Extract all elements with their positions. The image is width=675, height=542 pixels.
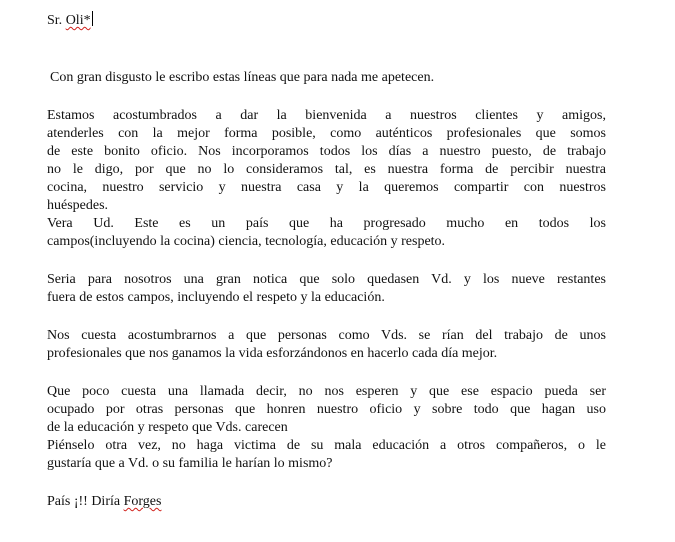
paragraph-4-line-1: Nos cuesta acostumbrarnos a que personas como Vds. se rían del trabajo de unos bbox=[47, 328, 606, 343]
paragraph-1-line-5: cocina, nuestro servicio y nuestra casa y la queremos compartir con nuestros bbox=[47, 180, 606, 195]
paragraph-2-line-2: campos(incluyendo la cocina) ciencia, tecnología, educación y respeto. bbox=[47, 234, 446, 249]
paragraph-1-line-4: no le digo, por que no lo consideramos tal, es nuestra forma de percibir nuestra bbox=[47, 162, 606, 177]
paragraph-3-line-2: fuera de estos campos, incluyendo el respeto y la educación. bbox=[47, 290, 385, 305]
salutation-prefix: Sr. bbox=[47, 13, 63, 28]
closing-prefix: País ¡!! Diría bbox=[47, 494, 121, 509]
paragraph-1-line-1: Estamos acostumbrados a dar la bienvenida a nuestros clientes y amigos, bbox=[47, 108, 606, 123]
intro-line: Con gran disgusto le escribo estas líneas que para nada me apetecen. bbox=[50, 70, 435, 85]
salutation-name: Oli* bbox=[65, 13, 91, 28]
paragraph-1-line-3: de este bonito oficio. Nos incorporamos todos los días a nuestro puesto, de trabajo bbox=[47, 144, 606, 159]
paragraph-1-line-6: huéspedes. bbox=[47, 198, 109, 213]
closing-line bbox=[47, 493, 161, 511]
paragraph-5-line-2: ocupado por otras personas que honren nuestro oficio y sobre todo que hagan uso bbox=[47, 402, 606, 417]
paragraph-5-line-3: de la educación y respeto que Vds. carecen bbox=[47, 420, 288, 435]
paragraph-1-line-2: atenderles con la mejor forma posible, como auténticos profesionales que somos bbox=[47, 126, 606, 141]
text-cursor bbox=[92, 11, 93, 26]
paragraph-6-line-2: gustaría que a Vd. o su familia le harían lo mismo? bbox=[47, 456, 333, 471]
paragraph-6-line-1: Piénselo otra vez, no haga victima de su mala educación a otros compañeros, o le bbox=[47, 438, 606, 453]
paragraph-2-line-1: Vera Ud. Este es un país que ha progresado mucho en todos los bbox=[47, 216, 606, 231]
closing-name: Forges bbox=[123, 494, 162, 509]
paragraph-3-line-1: Seria para nosotros una gran notica que solo quedasen Vd. y los nueve restantes bbox=[47, 272, 606, 287]
salutation-line bbox=[47, 11, 93, 29]
paragraph-5-line-1: Que poco cuesta una llamada decir, no nos esperen y que ese espacio pueda ser bbox=[47, 384, 606, 399]
paragraph-4-line-2: profesionales que nos ganamos la vida esforzándonos en hacerlo cada día mejor. bbox=[47, 346, 498, 361]
